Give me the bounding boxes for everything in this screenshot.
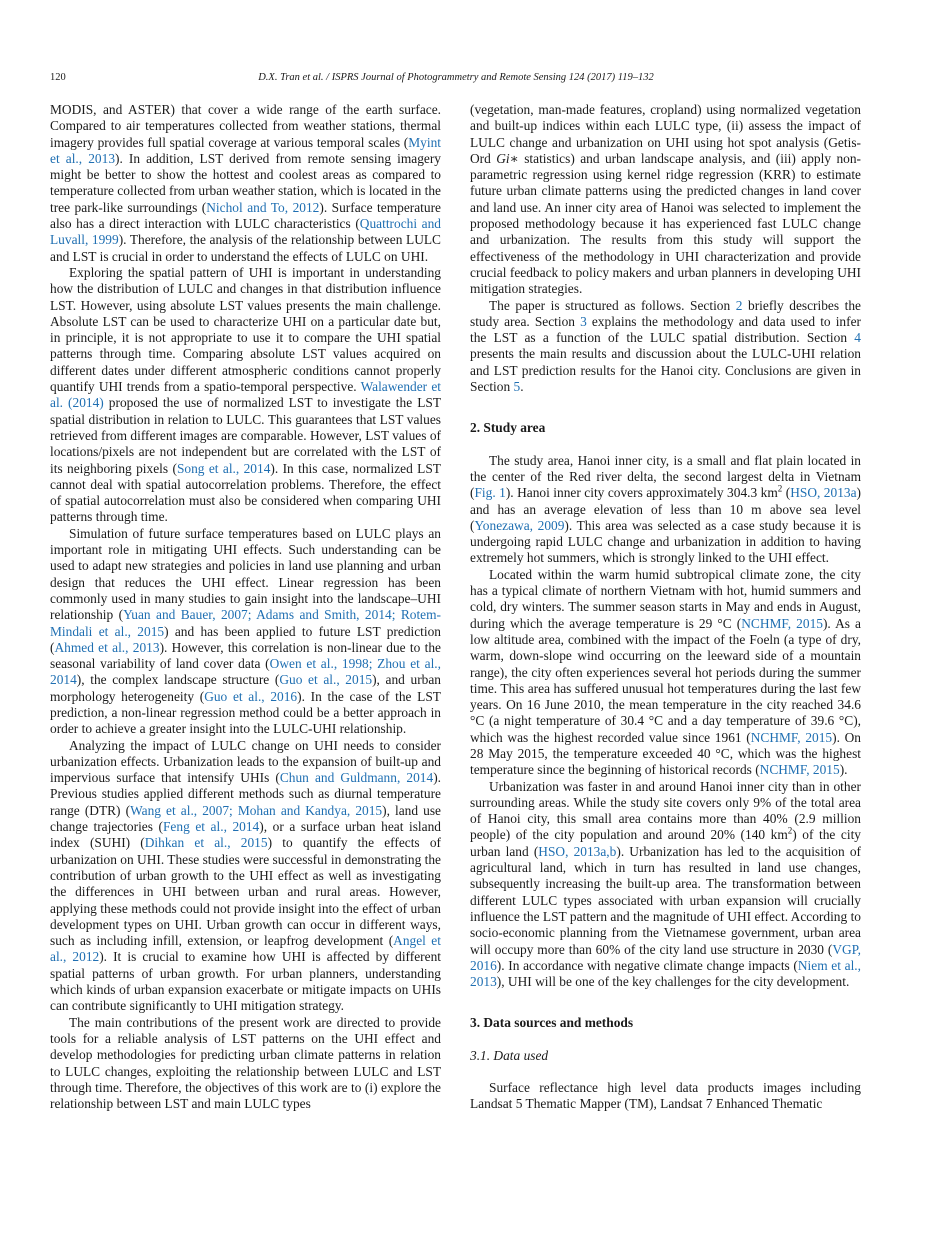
text: ). It is crucial to examine how UHI is affected by different spatial patterns of urban growth. For urban planners, understanding which kinds of urban expansion exacerbate or mitigate impacts on UHIs can contribute significantly to UHI mitigation strategy. — [50, 949, 441, 1014]
text: Located within the warm humid subtropical climate zone, the city has a typical climate of northern Vietnam with hot, humid summers and cold, dry winters. The summer season starts in May and ends in August, during which the average temperature is 29 °C ( — [470, 566, 861, 631]
left-column — [50, 102, 441, 1112]
text: ), or a surface urban heat island index (SUHI) ( — [50, 819, 441, 851]
paragraph — [50, 102, 441, 265]
citation-link[interactable]: Walawender et al. (2014) — [50, 379, 441, 411]
paragraph — [470, 567, 861, 779]
citation-link[interactable]: HSO, 2013a — [790, 485, 857, 501]
citation-link[interactable]: Yonezawa, 2009 — [474, 517, 565, 533]
text: ). In accordance with negative climate change impacts ( — [496, 957, 798, 973]
citation-link[interactable]: Song et al., 2014 — [176, 460, 271, 476]
text: explains the methodology and data used to infer the LST as a function of the LULC spatial distribution. Section — [470, 313, 861, 346]
text: ), and urban morphology heterogeneity ( — [50, 672, 441, 704]
citation-link[interactable]: Myint et al., 2013 — [50, 134, 441, 166]
text: The paper is structured as follows. Section — [489, 297, 736, 313]
citation-link[interactable]: Wang et al., 2007; Mohan and Kandya, 2015 — [130, 802, 383, 818]
text: ). However, this correlation is non-linear due to the seasonal variability of land cover data ( — [50, 639, 441, 672]
text: Exploring the spatial pattern of UHI is important in understanding how the distribution of LULC and changes in that distribution influence LST. However, using absolute LST values presents the main challenge. Absolute LST can be used to characterize UHI on a particular date but, in principle, it is not appropriate to use it to compare the UHI spatial patterns through time. Comparing absolute LST values acquired on different dates under different atmospheric conditions cannot properly quantify UHI trends from a spatio-temporal perspective. — [50, 264, 441, 395]
text: Simulation of future surface temperatures based on LULC plays an important role in mitigating UHI effects. Such understanding can be used to adapt new strategies and policies in land use planning and urban design that reduces the UHI effect. Linear regression has been commonly used in many studies to gain insight into the landscape–UHI relationship ( — [50, 525, 441, 623]
text: ). On 28 May 2015, the temperature exceeded 40 °C, which was the highest temperature since the beginning of historical records ( — [470, 729, 861, 778]
citation-link[interactable]: Quattrochi and Luvall, 1999 — [50, 216, 442, 248]
text: The main contributions of the present work are directed to provide tools for a reliable analysis of LST patterns on the UHI effect and develop methodologies for predicting urban climate patterns in relation to LULC changes, exploiting the relationship between LULC and LST through time. Therefore, the objectives of this work are to (i) explore the relationship between LST and main LULC types — [50, 1014, 441, 1112]
text: The study area, Hanoi inner city, is a small and flat plain located in the center of the Red river delta, the second largest delta in Vietnam ( — [470, 452, 861, 501]
page-header — [50, 72, 862, 88]
citation-link[interactable]: Angel et al., 2012 — [50, 933, 441, 965]
text: ), the complex landscape structure ( — [76, 672, 280, 688]
figure-link[interactable]: Fig. 1 — [474, 485, 506, 501]
text: ). — [839, 762, 848, 778]
citation-link[interactable]: NCHMF, 2015 — [759, 762, 840, 778]
citation-link[interactable]: Guo et al., 2016 — [204, 688, 298, 704]
citation-link[interactable]: Guo et al., 2015 — [279, 672, 373, 688]
citation-link[interactable]: Niem et al., 2013 — [470, 957, 861, 990]
text: ) to quantify the effects of urbanization on UHI. These studies were successful in demonstrating the contribution of urban growth to the UHI effect as well as investigating the differences in UHI between urban and rural areas. However, applying these methods could not provide insight into the effect of urban development types on UHI. Urban growth can occur in different ways, such as including infill, extension, or leapfrog development ( — [50, 835, 441, 949]
citation-link[interactable]: Feng et al., 2014 — [162, 819, 260, 835]
text: ). Surface temperature also has a direct interaction with LULC characteristics ( — [50, 199, 441, 232]
paragraph — [470, 1080, 861, 1113]
citation-link[interactable]: HSO, 2013a,b — [538, 843, 617, 859]
text: ). Previous studies applied different methods such as diurnal temperature range (DTR) ( — [50, 770, 441, 818]
paragraph — [470, 779, 861, 991]
text: ). Urbanization has led to the acquisition of agricultural land, which in turn has resulted in land use changes, subsequently increasing the built-up area. The transformation between different LULC types associated with urban expansion will crucially influence the LST pattern and the magnitude of UHI effect. According to socio-economic planning from the Vietnamese government, urban area will occupy more than 60% of the city land use structure in 2030 ( — [470, 843, 861, 957]
text: Urbanization was faster in and around Hanoi inner city than in other surrounding areas. While the study site covers only 9% of the total area of Hanoi city, this small area contains more than 40% (2.9 million people) of the city population and around 20% (140 km — [470, 778, 861, 843]
paragraph — [50, 738, 441, 1015]
text: proposed the use of normalized LST to investigate the LST spatial distribution in relation to LULC. This guarantees that LST values retrieved from different images are comparable. However, LST values of locations/pixels are not independent but are correlated with the LST of its neighboring pixels ( — [50, 395, 441, 476]
citation-link[interactable]: Ahmed et al., 2013 — [54, 639, 160, 655]
text: ) and has been applied to future LST prediction ( — [50, 623, 442, 655]
text: ). This area was selected as a case study because it is undergoing rapid LULC change and urbanization in addition to having extremely hot summers, which is strongly linked to the UHI effect. — [470, 517, 861, 566]
page-number: 120 — [50, 72, 66, 83]
text: ), land use change trajectories ( — [50, 802, 441, 835]
text: ). As a low altitude area, combined with the impact of the Foeln (a type of dry, warm, down-slope wind occurring on the leeward side of a mountain range), the city often experiences several hot periods during the summer time. This area has suffered unusual hot temperatures during the last few years. On 16 June 2010, the mean temperature in the city reached 34.6 °C (a night temperature of 30.4 °C and a day temperature of 39.6 °C), which was the highest recorded value since 1961 ( — [470, 615, 861, 745]
text: . — [520, 379, 524, 395]
text: (vegetation, man-made features, cropland) using normalized vegetation and built-up indices within each LULC type, (ii) assess the impact of LULC change and urbanization on UHI using hot spot analysis (Getis-Ord — [470, 102, 861, 166]
citation-link[interactable]: NCHMF, 2015 — [750, 729, 833, 745]
running-title: D.X. Tran et al. / ISPRS Journal of Photogrammetry and Remote Sensing 124 (2017) 119–132 — [258, 72, 654, 83]
right-column — [470, 102, 861, 1113]
section-link[interactable]: 5 — [513, 379, 521, 395]
citation-link[interactable]: Owen et al., 1998; Zhou et al., 2014 — [50, 656, 441, 688]
citation-link[interactable]: NCHMF, 2015 — [741, 615, 823, 631]
text: briefly describes the study area. Section — [470, 297, 861, 329]
citation-link[interactable]: Dihkan et al., 2015 — [144, 835, 268, 851]
text: statistics) and urban landscape analysis, and (iii) apply non-parametric regression using kernel ridge regression (KRR) to estimate future urban climate patterns using the predicted changes in land cover and land use. An inner city area of Hanoi was selected to implement the proposed methodology because it has experienced fast LULC change and urbanization. The results from this study will support the effectiveness of the methodology in UHI characterization and provide crucial feedback to policy makers and urban planners in developing UHI mitigation strategies. — [470, 150, 861, 297]
citation-link[interactable]: Chun and Guldmann, 2014 — [279, 770, 434, 786]
section-heading: 2. Study area — [470, 420, 546, 436]
paragraph — [470, 453, 861, 567]
superscript: 2 — [777, 483, 783, 494]
text: ) and has an average elevation of less than 10 m above sea level ( — [470, 485, 861, 533]
paragraph — [470, 102, 861, 298]
citation-link[interactable]: Nichol and To, 2012 — [206, 199, 320, 215]
citation-link[interactable]: VGP, 2016 — [470, 941, 861, 973]
section-link[interactable]: 3 — [580, 313, 587, 329]
citation-link[interactable]: Yuan and Bauer, 2007; Adams and Smith, 2014; Rotem-Mindali et al., 2015 — [50, 607, 442, 639]
text: Surface reflectance high level data products images including Landsat 5 Thematic Mapper (TM), Landsat 7 Enhanced Thematic — [470, 1080, 861, 1112]
text: ). Therefore, the analysis of the relationship between LULC and LST is crucial in order to understand the effects of LULC on UHI. — [50, 232, 441, 264]
text: ( — [782, 485, 791, 501]
paragraph — [50, 265, 441, 526]
section-link[interactable]: 4 — [854, 330, 861, 346]
section-link[interactable]: 2 — [735, 297, 743, 313]
text: Gi∗ — [496, 150, 519, 166]
text: MODIS, and ASTER) that cover a wide range of the earth surface. Compared to air temperatures collected from weather stations, thermal imagery provides full spatial coverage at various temporal scales ( — [50, 102, 441, 150]
paragraph — [50, 526, 441, 738]
text: ) of the city urban land ( — [470, 827, 861, 859]
section-heading: 3. Data sources and methods — [470, 1015, 634, 1031]
superscript: 2 — [787, 826, 793, 836]
text: ). Hanoi inner city covers approximately 304.3 km — [505, 485, 778, 501]
subsection-heading: 3.1. Data used — [470, 1047, 549, 1063]
paragraph — [50, 1015, 441, 1113]
paragraph — [470, 298, 861, 396]
text: ), UHI will be one of the key challenges for the city development. — [496, 974, 850, 990]
text: Analyzing the impact of LULC change on UHI needs to consider urbanization effects. Urbanization leads to the expansion of built-up and impervious surface that intensify UHIs ( — [50, 737, 441, 786]
text: ). In this case, normalized LST cannot deal with spatial autocorrelation problems. Therefore, the effect of spatial autocorrelation must also be considered when comparing UHI patterns through time. — [50, 460, 441, 525]
text: ). In addition, LST derived from remote sensing imagery might be better to show the hottest and coolest areas as compared to temperature collected from urban weather station, which is located in the tree park-like surroundings ( — [50, 150, 441, 215]
text: ). In the case of the LST prediction, a non-linear regression method could be a better approach in order to achieve a greater insight into the LULC-UHI relationship. — [50, 688, 441, 737]
text: presents the main results and discussion about the LULC-UHI relation and LST prediction results for the Hanoi city. Conclusions are given in Section — [470, 346, 861, 395]
